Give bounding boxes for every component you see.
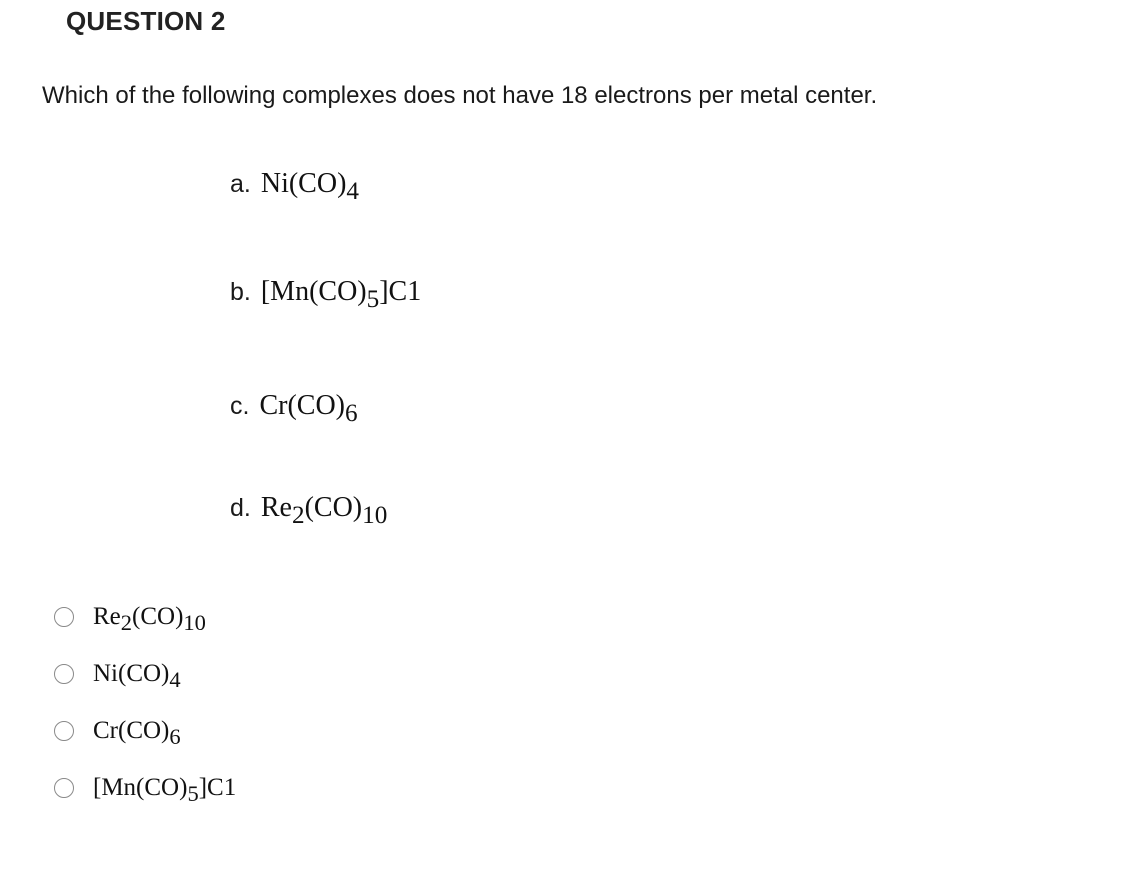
formula-subscript: 10 bbox=[183, 610, 206, 636]
choice-letter: d. bbox=[230, 494, 251, 522]
question-text: Which of the following complexes does not have 18 electrons per metal center. bbox=[42, 82, 878, 109]
answer-option-label[interactable]: Cr(CO)6 bbox=[93, 717, 181, 750]
choice-formula: Re2(CO)10 bbox=[260, 492, 388, 530]
choice-b bbox=[230, 276, 421, 316]
choice-a bbox=[230, 168, 359, 208]
formula-subscript: 4 bbox=[346, 178, 359, 206]
choice-letter: a. bbox=[230, 170, 251, 198]
formula-subscript: 5 bbox=[187, 781, 199, 807]
choice-formula: Cr(CO)6 bbox=[259, 390, 358, 428]
choice-formula: [Mn(CO)5]C1 bbox=[260, 276, 422, 314]
answer-option[interactable] bbox=[54, 771, 236, 805]
formula-subscript: 2 bbox=[120, 610, 133, 636]
answer-option-label[interactable]: [Mn(CO)5]C1 bbox=[93, 774, 237, 807]
formula-subscript: 4 bbox=[169, 667, 181, 693]
choice-c bbox=[230, 390, 358, 430]
answer-option[interactable] bbox=[54, 657, 181, 691]
choice-letter: b. bbox=[230, 278, 251, 306]
radio-button[interactable] bbox=[54, 664, 74, 684]
answer-option[interactable] bbox=[54, 600, 206, 634]
answer-option-label[interactable]: Ni(CO)4 bbox=[93, 660, 181, 693]
formula-subscript: 6 bbox=[169, 724, 181, 750]
answer-option[interactable] bbox=[54, 714, 181, 748]
radio-button[interactable] bbox=[54, 607, 74, 627]
answer-option-label[interactable]: Re2(CO)10 bbox=[93, 603, 206, 636]
radio-button[interactable] bbox=[54, 778, 74, 798]
formula-subscript: 2 bbox=[291, 502, 305, 530]
formula-subscript: 5 bbox=[366, 286, 380, 314]
formula-subscript: 6 bbox=[345, 400, 358, 428]
formula-subscript: 10 bbox=[362, 502, 388, 530]
choice-formula: Ni(CO)4 bbox=[260, 168, 359, 206]
question-title: QUESTION 2 bbox=[66, 6, 226, 36]
choice-letter: c. bbox=[230, 392, 250, 420]
radio-button[interactable] bbox=[54, 721, 74, 741]
choice-d bbox=[230, 492, 387, 532]
